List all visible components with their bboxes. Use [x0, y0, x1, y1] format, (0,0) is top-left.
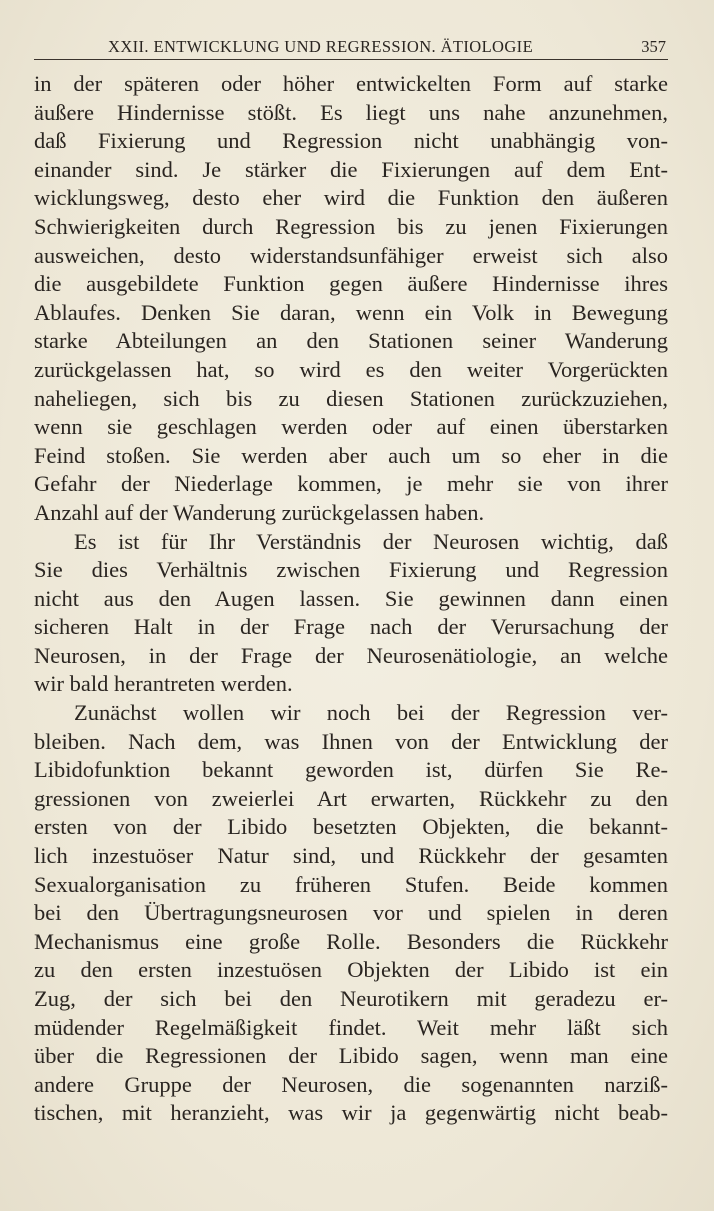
text-line: Neurosen, in der Frage der Neurosenätiologie, an welche — [34, 642, 668, 668]
text-line: äußere Hindernisse stößt. Es liegt uns nahe anzunehmen, — [34, 99, 668, 125]
text-line: in der späteren oder höher entwickelten Form auf starke — [34, 71, 668, 96]
text-line: wicklungsweg, desto eher wird die Funktion den äußeren — [34, 185, 668, 211]
paragraph-end-line: wir bald herantreten werden. — [34, 671, 293, 697]
text-line: Feind stoßen. Sie werden aber auch um so eher in die — [34, 442, 668, 468]
text-line: zurückgelassen hat, so wird es den weiter Vorgerückten — [34, 356, 668, 382]
text-line: Libidofunktion bekannt geworden ist, dürfen Sie Re- — [34, 757, 668, 783]
text-line: ausweichen, desto widerstandsunfähiger erweist sich also — [34, 242, 668, 268]
text-line: daß Fixierung und Regression nicht unabhängig von- — [34, 128, 668, 154]
text-line: zu den ersten inzestuösen Objekten der Libido ist ein — [34, 957, 668, 983]
text-line: nicht aus den Augen lassen. Sie gewinnen dann einen — [34, 585, 668, 611]
text-line: gressionen von zweierlei Art erwarten, Rückkehr zu den — [34, 785, 668, 811]
text-line: sicheren Halt in der Frage nach der Verursachung der — [34, 614, 668, 640]
text-line: Ablaufes. Denken Sie daran, wenn ein Volk in Bewegung — [34, 299, 668, 325]
text-line: naheliegen, sich bis zu diesen Stationen zurückzuziehen, — [34, 385, 668, 411]
running-head — [34, 37, 668, 60]
paragraph-end-line: Anzahl auf der Wanderung zurückgelassen haben. — [34, 499, 485, 525]
paragraph-start-line: Zunächst wollen wir noch bei der Regression ver- — [74, 700, 668, 726]
text-line: andere Gruppe der Neurosen, die sogenannten narziß- — [34, 1071, 668, 1097]
text-line: Zug, der sich bei den Neurotikern mit geradezu er- — [34, 986, 668, 1011]
text-line: tischen, mit heranzieht, was wir ja gegenwärtig nicht beab- — [34, 1100, 668, 1126]
text-line: Mechanismus eine große Rolle. Besonders die Rückkehr — [34, 928, 668, 954]
text-line: einander sind. Je stärker die Fixierungen auf dem Ent- — [34, 156, 668, 182]
text-line: Sexualorganisation zu früheren Stufen. Beide kommen — [34, 871, 668, 897]
text-line: ersten von der Libido besetzten Objekten, die bekannt- — [34, 814, 668, 840]
text-line: lich inzestuöser Natur sind, und Rückkehr der gesamten — [34, 843, 668, 869]
text-line: die ausgebildete Funktion gegen äußere Hindernisse ihres — [34, 271, 668, 297]
paragraph-start-line: Es ist für Ihr Verständnis der Neurosen wichtig, daß — [74, 528, 668, 554]
text-line: Sie dies Verhältnis zwischen Fixierung und Regression — [34, 557, 668, 583]
page-number: 357 — [641, 37, 666, 56]
text-line: bleiben. Nach dem, was Ihnen von der Entwicklung der — [34, 728, 668, 754]
chapter-heading: XXII. ENTWICKLUNG UND REGRESSION. ÄTIOLOGIE — [108, 37, 534, 56]
text-line: Gefahr der Niederlage kommen, je mehr sie von ihrer — [34, 471, 668, 497]
text-line: starke Abteilungen an den Stationen seiner Wanderung — [34, 328, 668, 354]
text-line: über die Regressionen der Libido sagen, wenn man eine — [34, 1043, 668, 1069]
text-line: Schwierigkeiten durch Regression bis zu jenen Fixierungen — [34, 213, 668, 239]
text-line: bei den Übertragungsneurosen vor und spielen in deren — [34, 900, 668, 926]
text-line: wenn sie geschlagen werden oder auf einen überstarken — [34, 414, 668, 440]
body-text — [34, 70, 668, 1128]
text-line: müdender Regelmäßigkeit findet. Weit mehr läßt sich — [34, 1014, 668, 1040]
